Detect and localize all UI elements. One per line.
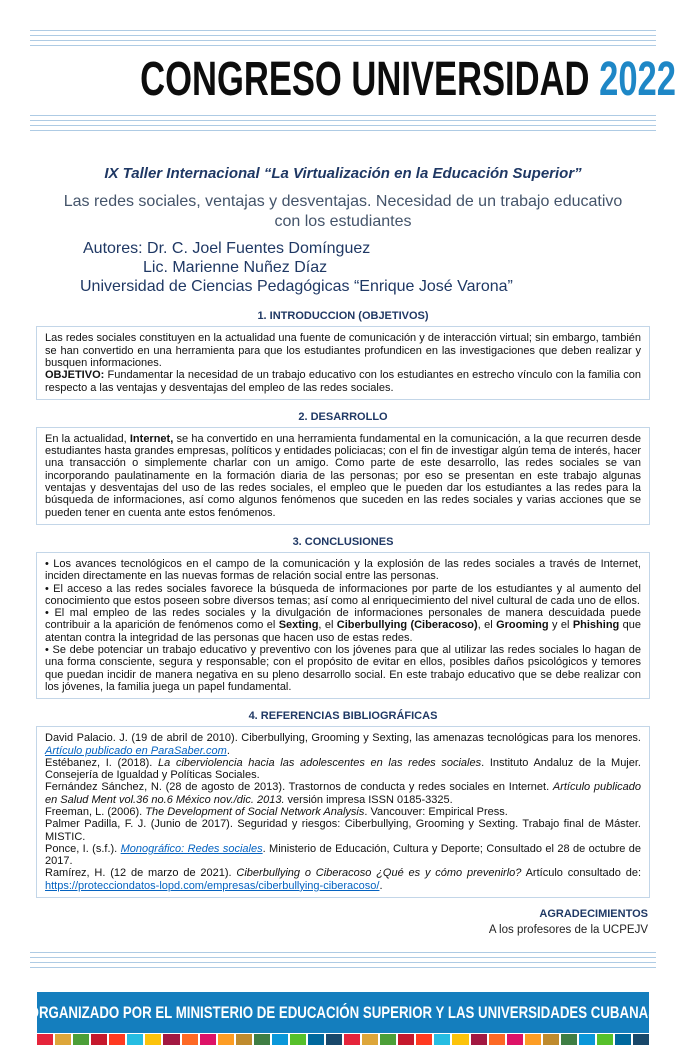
reference-entry [45, 757, 641, 782]
sdg-color-block [344, 1034, 360, 1045]
text-run: Freeman, L. (2006). [45, 806, 146, 818]
text-run: Estébanez, I. (2018). [45, 756, 159, 769]
sdg-color-block [163, 1034, 179, 1045]
text-run: • Se debe potenciar un trabajo educativo y preventivo con los jóvenes para que al utilizar las redes sociales lo hagan de una forma consciente, segura y responsable; con el propósito de evitar en ellos, posibles daños psicológicos y temores que puedan incidir de manera negativa en su pleno desarrollo social. En este trabajo educativo que se debe realizar con los jóvenes, la familia juega un papel fundamental. [45, 644, 641, 693]
text-run: Grooming [496, 619, 549, 632]
sdg-color-block [127, 1034, 143, 1045]
sdg-color-block [308, 1034, 324, 1045]
text-run: Fundamentar la necesidad de un trabajo educativo con los estudiantes en estrecho vínculo con la familia con respecto a las ventajas y desventajas del empleo de las redes sociales. [45, 369, 641, 394]
text-run: La ciberviolencia hacia las adolescentes en las redes sociales [158, 756, 482, 769]
development-box [36, 427, 650, 525]
sdg-color-block [507, 1034, 523, 1045]
sdg-color-block [489, 1034, 505, 1045]
text-run: y el [548, 619, 573, 632]
masthead-title-year: 2022 [599, 53, 677, 106]
conclusion-bullet [45, 583, 641, 608]
sdg-color-block [561, 1034, 577, 1045]
sdg-color-block [254, 1034, 270, 1045]
section-heading-introduction: 1. INTRODUCCION (OBJETIVOS) [257, 310, 429, 323]
decorative-ruled-lines-under-title [30, 115, 656, 132]
masthead-title-main: CONGRESO UNIVERSIDAD [140, 53, 600, 106]
text-run: • El acceso a las redes sociales favorece la búsqueda de informaciones por parte de los estudiantes y al aumento del conocimiento que estos poseen sobre diversos temas; así como al enriquecimiento del nivel cultural de cada uno de ellos. [45, 582, 641, 607]
reference-link[interactable]: Monográfico: Redes sociales [120, 842, 263, 855]
paper-title-line2: con los estudiantes [274, 212, 412, 230]
conclusion-bullet [45, 644, 641, 693]
text-run: Palmer Padilla, F. J. (Junio de 2017). Seguridad y riesgos: Ciberbullying, Grooming y Sexting. Trabajo final de Máster. MISTIC. [45, 818, 641, 843]
text-run: . Instituto Andaluz de la Mujer. Consejería de Igualdad y Políticas Sociales. [45, 756, 641, 782]
sdg-color-strip [37, 1034, 649, 1045]
sdg-color-block [597, 1034, 613, 1045]
sdg-color-block [380, 1034, 396, 1045]
text-run: OBJETIVO: [45, 369, 105, 382]
text-run: • Los avances tecnológicos en el campo de la comunicación y la explosión de las redes sociales a través de Internet, inciden directamente en las nuevas formas de relación social entre las personas. [45, 557, 641, 583]
workshop-title: IX Taller Internacional “La Virtualización en la Educación Superior” [104, 165, 582, 183]
poster-page [0, 30, 686, 1054]
sdg-color-block [218, 1034, 234, 1045]
acknowledgements-block [36, 908, 650, 936]
reference-entry [45, 806, 641, 818]
authors-block [36, 240, 650, 297]
sdg-color-block [452, 1034, 468, 1045]
conclusions-box [36, 552, 650, 699]
sdg-color-block [326, 1034, 342, 1045]
text-run: . [379, 879, 383, 892]
reference-entry [45, 732, 641, 757]
sdg-color-block [37, 1034, 53, 1045]
text-run: versión impresa ISSN 0185-3325. [284, 793, 453, 806]
text-run: Ciberbullying o Ciberacoso ¿Qué es y cómo prevenirlo? [236, 867, 522, 880]
text-run: Artículo consultado de: [521, 867, 642, 880]
text-run: Sexting [278, 619, 319, 632]
text-run: Internet, [129, 432, 174, 445]
text-run: se ha convertido en una herramienta fundamental en la comunicación, a la que recurren desde estudiantes hasta grandes empresas, políticos y entidades policiacas; con el fin de investigar algún tema de interés, hacer una transacción o simplemente charlar con un amigo. Como parte de este desarrollo, las redes sociales se van incorporando paulatinamente en la formación diaria de las personas; por eso se presentan en este trabajo algunas ventajas y desventajas del uso de las redes sociales, el empleo que le pueden dar los estudiantes a las redes para la búsqueda de informaciones, así como algunos fenómenos que suceden en las redes sociales y varias acciones que se pueden tener en cuenta ante estos fenómenos. [45, 432, 641, 519]
introduction-box [36, 326, 650, 399]
text-run: En la actualidad, [45, 432, 130, 445]
reference-entry [45, 843, 641, 868]
decorative-ruled-lines-bottom [30, 952, 656, 969]
acknowledgements-text: A los profesores de la UCPEJV [488, 924, 648, 937]
reference-entry [45, 818, 641, 843]
affiliation: Universidad de Ciencias Pedagógicas “Enrique José Varona” [80, 277, 513, 295]
sdg-color-block [471, 1034, 487, 1045]
references-box [36, 726, 650, 898]
text-run: Ramírez, H. (12 de marzo de 2021). [45, 867, 237, 880]
sdg-color-block [55, 1034, 71, 1045]
text-run: . Vancouver: Empirical Press. [364, 806, 508, 818]
sdg-color-block [145, 1034, 161, 1045]
objective-paragraph [45, 369, 641, 394]
author-line-1: Autores: Dr. C. Joel Fuentes Domínguez [83, 239, 371, 257]
introduction-paragraph: Las redes sociales constituyen en la actualidad una fuente de comunicación y de interacción virtual; sin embargo, también se han convertido en una herramienta para que los estudiantes profundicen en las investigaciones que deben realizar y busquen informaciones. [45, 332, 641, 369]
reference-entry [45, 867, 641, 892]
text-run: Ponce, I. (s.f.). [45, 842, 121, 855]
text-run: Ciberbullying (Ciberacoso) [336, 619, 478, 632]
sdg-color-block [615, 1034, 631, 1045]
poster-body [0, 30, 686, 1045]
section-heading-conclusions: 3. CONCLUSIONES [292, 535, 394, 548]
sdg-color-block [200, 1034, 216, 1045]
text-run: que atentan contra la integridad de las personas que hacen uso de estas redes. [45, 619, 641, 644]
conclusion-bullet [45, 607, 641, 644]
text-run: , el [318, 619, 337, 632]
reference-entry [45, 781, 641, 806]
sdg-color-block [272, 1034, 288, 1045]
sdg-color-block [109, 1034, 125, 1045]
sdg-color-block [543, 1034, 559, 1045]
text-run: Artículo publicado en Salud Ment vol.36 no.6 México nov./dic. 2013. [45, 781, 641, 806]
text-run: . [226, 744, 230, 757]
text-run: The Development of Social Network Analysis [145, 806, 365, 818]
sdg-color-block [73, 1034, 89, 1045]
development-paragraph [45, 433, 641, 519]
paper-title [36, 192, 650, 230]
text-run: . Ministerio de Educación, Cultura y Deporte; Consultado el 28 de octubre de 2017. [45, 842, 642, 868]
sdg-color-block [398, 1034, 414, 1045]
sdg-color-block [416, 1034, 432, 1045]
text-run: , el [477, 619, 497, 632]
sdg-color-block [236, 1034, 252, 1045]
section-heading-development: 2. DESARROLLO [298, 410, 388, 423]
text-run: • El mal empleo de las redes sociales y la divulgación de informaciones personales de manera descuidada puede contribuir a la aparición de fenómenos como el [45, 607, 641, 632]
sdg-color-block [525, 1034, 541, 1045]
text-run: Phishing [572, 619, 620, 632]
conclusion-bullet [45, 558, 641, 583]
reference-link[interactable]: Artículo publicado en ParaSaber.com [45, 744, 227, 757]
organizer-banner-label: ORGANIZADO POR EL MINISTERIO DE EDUCACIÓN SUPERIOR Y LAS UNIVERSIDADES CUBANAS [28, 1002, 658, 1022]
masthead-title [140, 55, 676, 105]
sdg-color-block [182, 1034, 198, 1045]
sdg-color-block [91, 1034, 107, 1045]
text-run: Fernández Sánchez, N. (28 de agosto de 2013). Trastornos de conducta y redes sociales en Internet. [45, 781, 553, 794]
paper-title-line1: Las redes sociales, ventajas y desventajas. Necesidad de un trabajo educativo [63, 193, 623, 211]
sdg-color-block [633, 1034, 649, 1045]
congress-masthead [36, 53, 677, 106]
organizer-banner [28, 992, 658, 1033]
acknowledgements-title: AGRADECIMIENTOS [539, 908, 648, 921]
sdg-color-block [434, 1034, 450, 1045]
section-heading-references: 4. REFERENCIAS BIBLIOGRÁFICAS [248, 710, 438, 723]
text-run: David Palacio. J. (19 de abril de 2010). Ciberbullying, Grooming y Sexting, las amenazas tecnológicas para los menores. [45, 732, 641, 745]
sdg-color-block [362, 1034, 378, 1045]
decorative-ruled-lines-top [30, 30, 656, 47]
author-line-2: Lic. Marienne Nuñez Díaz [143, 258, 328, 276]
sdg-color-block [290, 1034, 306, 1045]
sdg-color-block [579, 1034, 595, 1045]
reference-link[interactable]: https://protecciondatos-lopd.com/empresas/ciberbullying-ciberacoso/ [45, 879, 380, 892]
